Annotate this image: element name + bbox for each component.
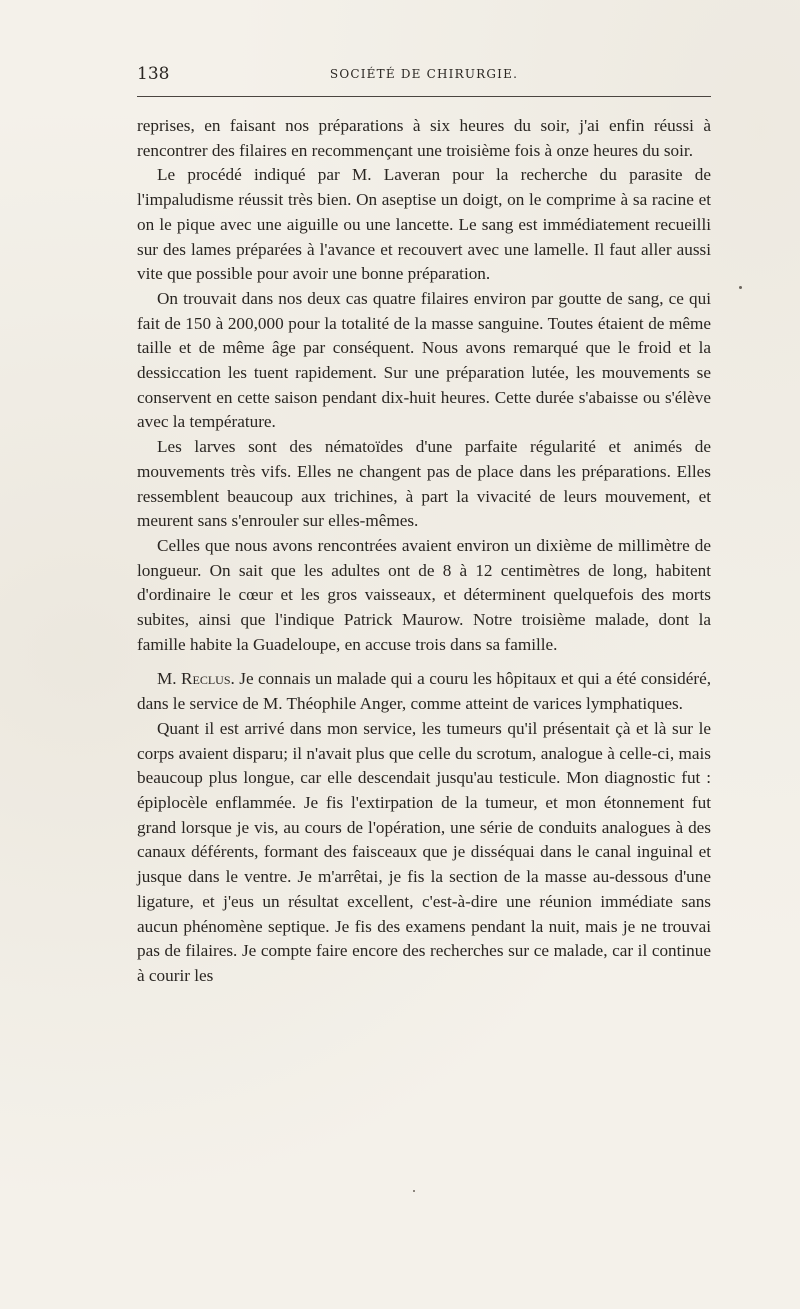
paragraph: Les larves sont des nématoïdes d'une parfaite régularité et animés de mouvements très vifs. Elles ne changent pas de place dans les préparations. Elles ressemblent beaucoup aux trichines, à part la vivacité de leurs mouvement, et meurent sans s'enrouler sur elles-mêmes. bbox=[137, 437, 711, 531]
body-text bbox=[137, 114, 711, 989]
paragraph: Quant il est arrivé dans mon service, les tumeurs qu'il présentait çà et là sur le corps avaient disparu; il n'avait plus que celle du scrotum, analogue à celle-ci, mais beaucoup plus longue, car elle descendait jusqu'au testicule. Mon diagnostic fut : épiplocèle enflammée. Je fis l'extirpation de la tumeur, et mon étonnement fut grand lorsque je vis, au cours de l'opération, une série de conduits analogues à des canaux déférents, formant des faisceaux que je disséquai dans le canal inguinal et jusque dans le ventre. Je m'arrêtai, je fis la section de la masse au-dessous d'une ligature, et j'eus un résultat excellent, c'est-à-dire une réunion immédiate sans aucun phénomène septique. Je fis des examens pendant la nuit, mais je ne trouvai pas de filaires. Je compte faire encore des recherches sur ce malade, car il continue à courir les bbox=[137, 718, 711, 985]
page-number: 138 bbox=[137, 64, 170, 84]
header-rule bbox=[137, 96, 711, 97]
paragraph: Le procédé indiqué par M. Laveran pour la recherche du parasite de l'impaludisme réussit très bien. On aseptise un doigt, on le comprime à sa racine et on le pique avec une aiguille ou une lancette. Le sang est immédiatement recueilli sur des lames préparées à l'avance et recouvert avec une lamelle. Il faut aller aussi vite que possible pour avoir une bonne préparation. bbox=[137, 165, 711, 284]
speaker-text: Je connais un malade qui a couru les hôpitaux et qui a été considéré, dans le service de M. Théophile Anger, comme atteint de varices lymphatiques. bbox=[137, 669, 712, 714]
print-speck bbox=[739, 286, 742, 289]
print-speck bbox=[413, 1190, 415, 1192]
paragraph: Celles que nous avons rencontrées avaient environ un dixième de millimètre de longueur. On sait que les adultes ont de 8 à 12 centimètres de long, habitent d'ordinaire le cœur et les gros vaisseaux, et déterminent quelquefois des morts subites, ainsi que l'indique Patrick Maurow. Notre troisième malade, dont la famille habite la Guadeloupe, en accuse trois dans sa famille. bbox=[137, 535, 711, 654]
speaker-name: M. Reclus. bbox=[157, 669, 235, 689]
paragraph: On trouvait dans nos deux cas quatre filaires environ par goutte de sang, ce qui fait de 150 à 200,000 pour la totalité de la masse sanguine. Toutes étaient de même taille et de même âge par conséquent. Nous avons remarqué que le froid et la dessiccation les tuent rapidement. Sur une préparation lutée, les mouvements se conservent en cette saison pendant dix-huit heures. Cette durée s'abaisse ou s'élève avec la température. bbox=[137, 288, 711, 432]
running-title: SOCIÉTÉ DE CHIRURGIE. bbox=[329, 67, 519, 81]
paragraph: reprises, en faisant nos préparations à six heures du soir, j'ai enfin réussi à rencontrer des filaires en recommençant une troisième fois à onze heures du soir. bbox=[137, 116, 711, 160]
speaker-paragraph bbox=[137, 667, 711, 716]
page-header bbox=[137, 64, 711, 90]
